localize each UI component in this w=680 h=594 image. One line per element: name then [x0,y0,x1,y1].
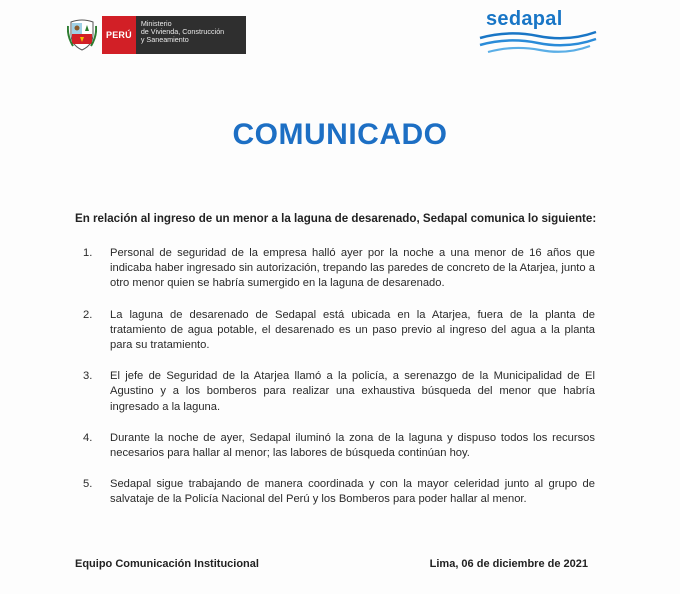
list-item [75,246,595,292]
peru-label: PERÚ [102,16,136,54]
item-number: 3. [83,370,93,383]
item-text: Sedapal sigue trabajando de manera coordinada y con la mayor celeridad junto al grupo de salvataje de la Policía Nacional del Perú y los Bomberos para poder hallar al menor. [110,478,595,506]
government-logo [62,16,246,54]
list-item [75,369,595,415]
statement-list [75,246,595,524]
ministry-label: Ministerio de Vivienda, Construcción y Saneamiento [136,16,246,54]
item-text: Personal de seguridad de la empresa halló ayer por la noche a una menor de 16 años que indicaba haber ingresado sin autorización, trepando las paredes de concreto de la Atarjea, junto a otro menor quien se habría sumergido en la laguna de desarenado. [110,247,595,290]
list-item [75,477,595,507]
item-number: 4. [83,431,93,444]
item-text: El jefe de Seguridad de la Atarjea llamó a la policía, a serenazgo de la Municipalidad de El Agustino y a los bomberos para realizar una exhaustiva búsqueda del menor que habría ingresado a la laguna. [110,370,595,413]
item-number: 5. [83,478,93,491]
coat-of-arms-icon [62,16,102,54]
item-number: 1. [83,247,93,259]
list-item [75,308,595,354]
document-title: COMUNICADO [232,118,448,151]
sedapal-waves-icon [478,30,598,60]
list-item [75,431,595,461]
date-line: Lima, 06 de diciembre de 2021 [429,558,588,570]
item-text: Durante la noche de ayer, Sedapal iluminó la zona de la laguna y dispuso todos los recursos necesarios para hallar al menor; las labores de búsqueda continúan hoy. [110,431,595,460]
signature: Equipo Comunicación Institucional [75,558,259,570]
item-text: La laguna de desarenado de Sedapal está ubicada en la Atarjea, fuera de la planta de tratamiento de agua potable, el desarenado es un paso previo al ingreso del agua a la planta para su tratamiento. [110,308,595,352]
item-number: 2. [83,308,93,321]
intro-paragraph: En relación al ingreso de un menor a la laguna de desarenado, Sedapal comunica lo siguiente: [75,212,597,225]
sedapal-logo [478,8,598,58]
sedapal-wordmark: sedapal [486,8,563,30]
